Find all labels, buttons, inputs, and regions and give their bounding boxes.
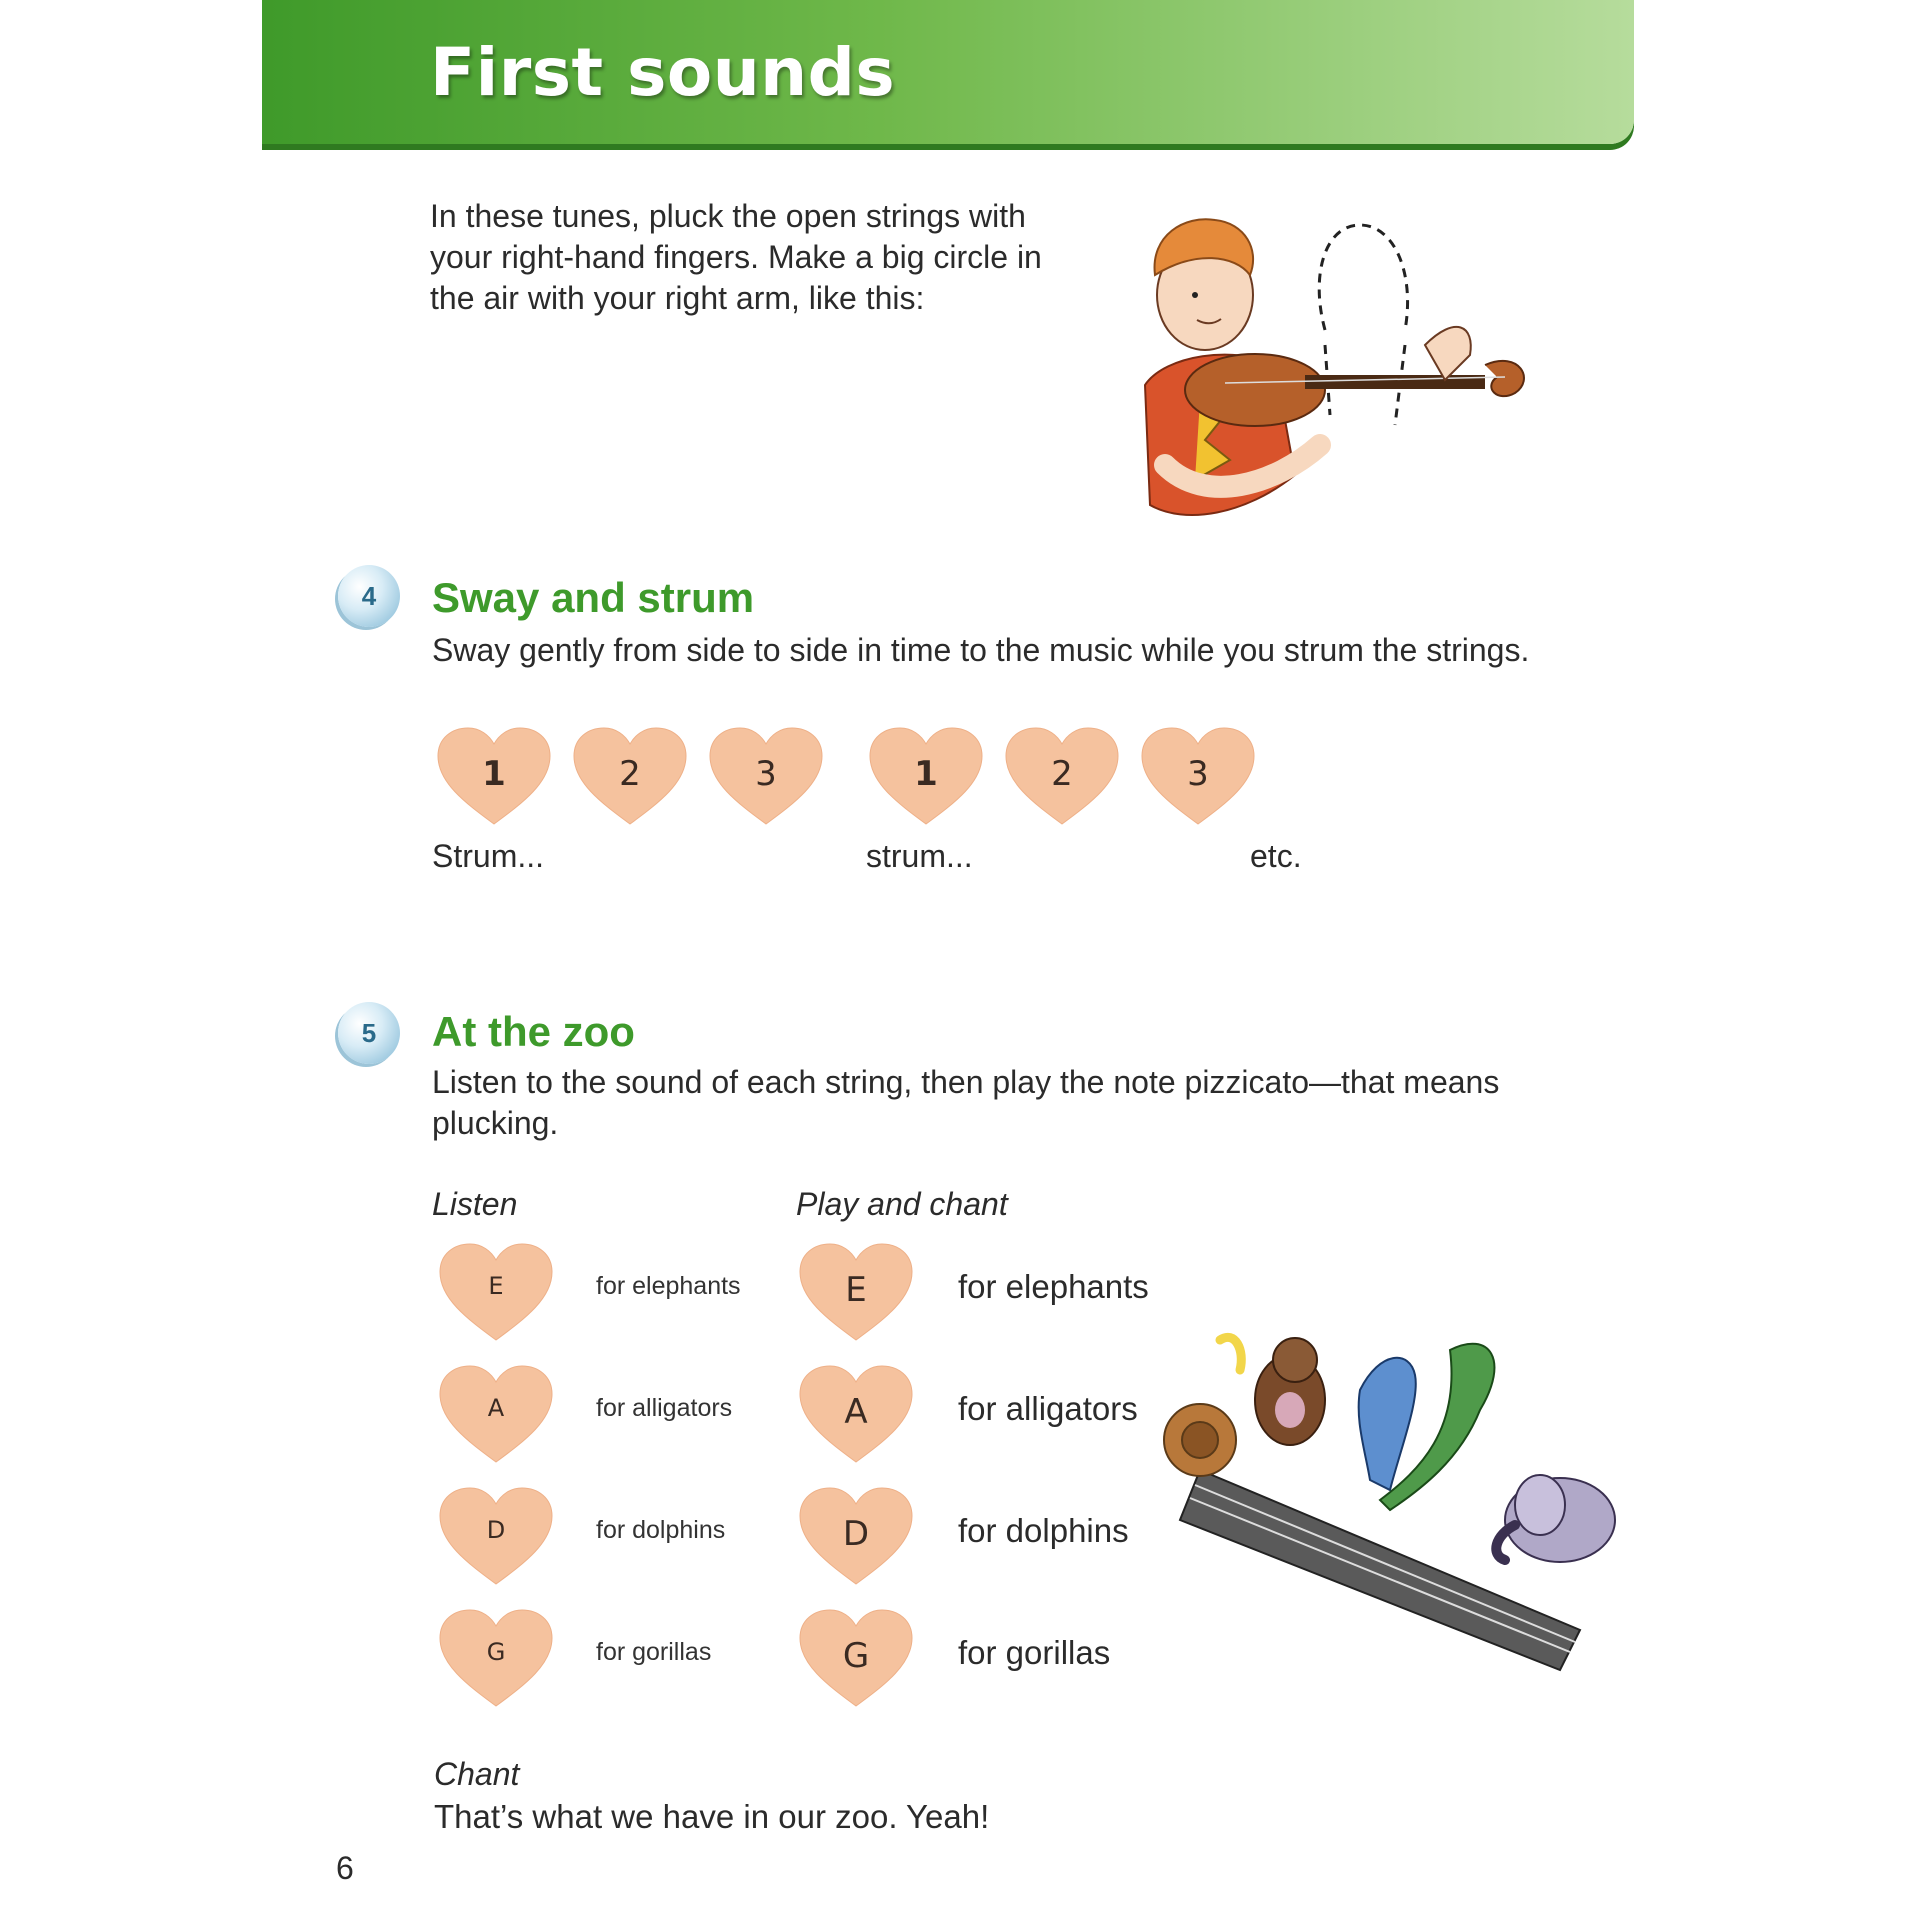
- note-heart: [1138, 724, 1258, 828]
- page-number: 6: [336, 1850, 354, 1886]
- section-title-at-the-zoo: At the zoo: [432, 1008, 635, 1055]
- heart-label: 2: [619, 754, 641, 794]
- listen-header: Listen: [432, 1186, 518, 1222]
- heart-label: E: [845, 1270, 867, 1310]
- heart-label: A: [487, 1394, 505, 1422]
- play-and-chant-header: Play and chant: [796, 1186, 1008, 1222]
- note-heart: [796, 1362, 916, 1466]
- intro-text: In these tunes, pluck the open strings with your right-hand fingers. Make a big circle in the air with your right arm, like this:: [430, 198, 1042, 316]
- beat-label: strum...: [866, 838, 973, 874]
- heart-label: 3: [1187, 754, 1209, 794]
- section-title-sway-and-strum: Sway and strum: [432, 574, 755, 621]
- heart-label: D: [842, 1514, 870, 1554]
- note-heart: [1002, 724, 1122, 828]
- play-caption: for dolphins: [958, 1512, 1129, 1549]
- chant-text: That’s what we have in our zoo. Yeah!: [434, 1798, 990, 1835]
- heart-label: A: [844, 1392, 868, 1432]
- listen-caption: for elephants: [596, 1272, 741, 1300]
- note-heart: [570, 724, 690, 828]
- section-instruction: Sway gently from side to side in time to the music while you strum the strings.: [432, 632, 1530, 668]
- listen-caption: for gorillas: [596, 1638, 712, 1666]
- beat-label: Strum...: [432, 838, 545, 874]
- heart-label: 3: [755, 754, 777, 794]
- header-banner: [262, 0, 1634, 144]
- heart-label: 2: [1051, 754, 1073, 794]
- zoo-animals-illustration: [1160, 1330, 1640, 1680]
- page-title: First sounds: [430, 34, 896, 111]
- section-instruction: Listen to the sound of each string, then play the note pizzicato—that means plucking.: [432, 1064, 1500, 1141]
- track-number-badge[interactable]: 5: [338, 1002, 400, 1064]
- beat-label: etc.: [1250, 838, 1302, 874]
- play-caption: for elephants: [958, 1268, 1149, 1305]
- note-heart: [436, 1606, 556, 1710]
- note-heart: [866, 724, 986, 828]
- note-heart: [796, 1484, 916, 1588]
- note-heart: [706, 724, 826, 828]
- note-heart: [436, 1362, 556, 1466]
- heart-label: G: [486, 1638, 506, 1666]
- listen-caption: for alligators: [596, 1394, 733, 1422]
- note-heart: [796, 1240, 916, 1344]
- heart-label: 1: [482, 754, 506, 794]
- play-caption: for gorillas: [958, 1634, 1111, 1671]
- listen-caption: for dolphins: [596, 1516, 726, 1544]
- note-heart: [436, 1240, 556, 1344]
- note-heart: [436, 1484, 556, 1588]
- violinist-illustration: [1125, 215, 1565, 575]
- heart-label: E: [488, 1272, 504, 1300]
- note-heart: [434, 724, 554, 828]
- heart-label: D: [486, 1516, 506, 1544]
- note-heart: [796, 1606, 916, 1710]
- play-caption: for alligators: [958, 1390, 1138, 1427]
- track-number-badge[interactable]: 4: [338, 565, 400, 627]
- heart-label: G: [842, 1636, 870, 1676]
- chant-header: Chant: [434, 1756, 520, 1792]
- heart-label: 1: [914, 754, 938, 794]
